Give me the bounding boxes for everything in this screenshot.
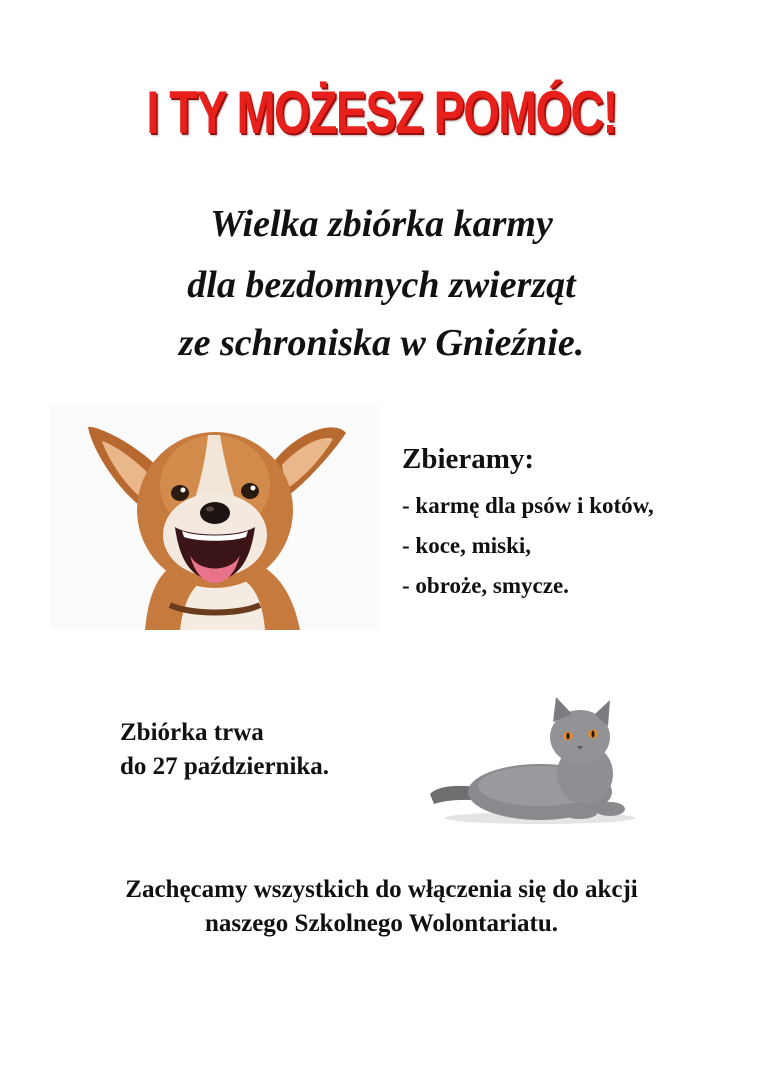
footer-message <box>0 873 763 941</box>
duration-block <box>120 716 329 784</box>
duration-line-2: do 27 października. <box>120 753 330 780</box>
subtitle-line-3: ze schroniska w Gnieźnie. <box>178 322 585 364</box>
collection-heading: Zbieramy: <box>402 443 535 475</box>
footer-line-1: Zachęcamy wszystkich do włączenia się do akcji <box>125 876 638 903</box>
duration-line-1: Zbiórka trwa <box>120 719 264 746</box>
collection-list <box>402 444 654 606</box>
subtitle-line-2: dla bezdomnych zwierząt <box>187 264 576 306</box>
collection-item: - obroże, smycze. <box>402 572 569 598</box>
footer-line-2: naszego Szkolnego Wolontariatu. <box>204 910 559 937</box>
headline: I TY MOŻESZ POMÓC! <box>146 79 617 146</box>
collection-item: - koce, miski, <box>402 532 532 558</box>
subtitle-line-1: Wielka zbiórka karmy <box>210 203 553 245</box>
dog-image <box>50 405 380 630</box>
collection-item: - karmę dla psów i kotów, <box>402 492 654 518</box>
cat-image <box>420 692 635 827</box>
